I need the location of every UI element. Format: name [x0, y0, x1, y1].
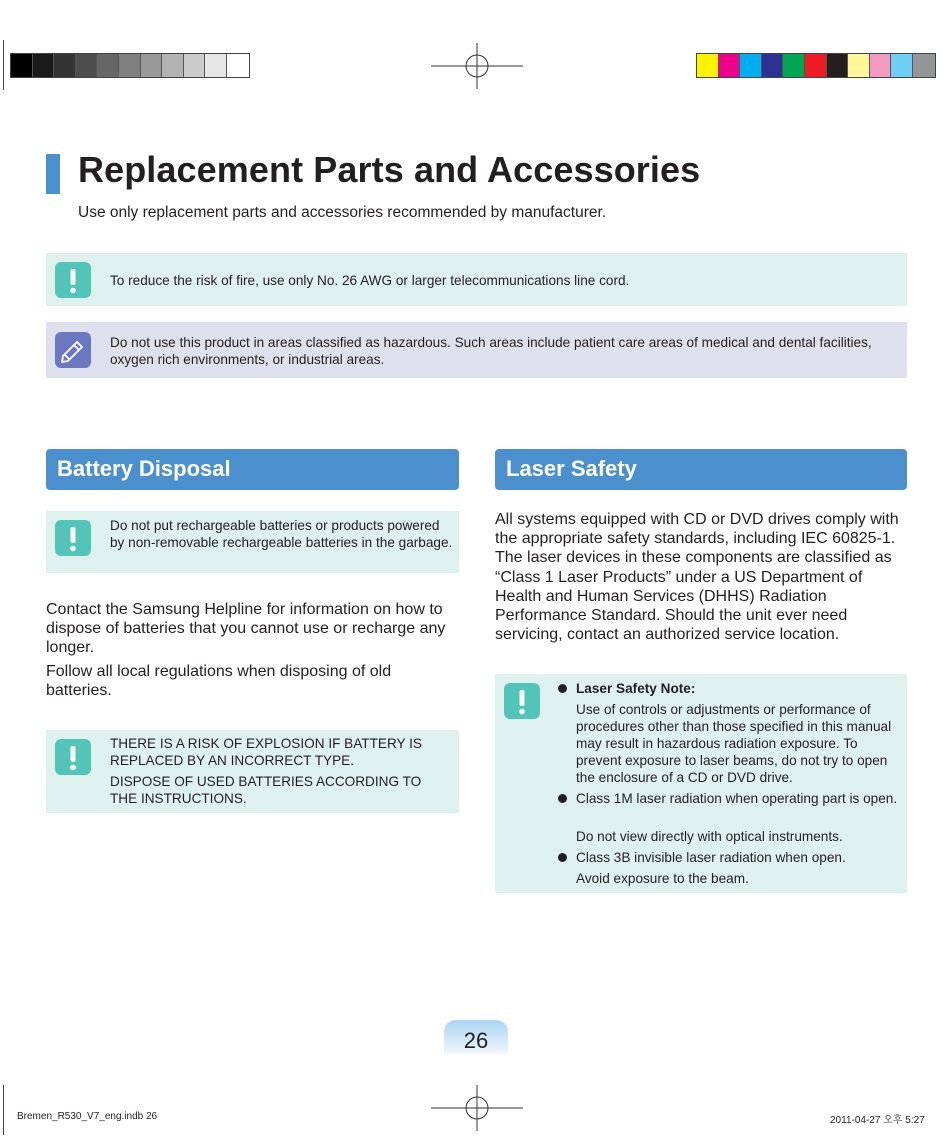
class-3b-text: Class 3B invisible laser radiation when open.: [576, 850, 846, 865]
page-subtitle: Use only replacement parts and accessories recommended by manufacturer.: [78, 204, 607, 221]
color-patch-10: [891, 54, 913, 77]
gray-patch-9: [184, 54, 206, 77]
color-patch-7: [827, 54, 849, 77]
gray-patch-4: [76, 54, 98, 77]
color-patch-2: [719, 54, 741, 77]
crop-mark-bottom-left: [3, 1085, 4, 1135]
battery-caution-text: Do not put rechargeable batteries or products powered by non-removable rechargeable batteries in the garbage.: [110, 518, 453, 550]
registration-mark-top: [431, 43, 523, 89]
color-patch-4: [762, 54, 784, 77]
laser-note-body: Use of controls or adjustments or performance of procedures other than those specified in this manual may result in hazardous radiation exposure. To prevent exposure to laser beams, do not try to open the enclosure of a CD or DVD drive.: [576, 702, 892, 785]
battery-regulations-paragraph: Follow all local regulations when disposing of old batteries.: [46, 663, 392, 700]
disposal-instructions-text: DISPOSE OF USED BATTERIES ACCORDING TO THE INSTRUCTIONS.: [110, 774, 422, 806]
color-patch-3: [740, 54, 762, 77]
bullet-icon: [558, 853, 567, 862]
exclamation-icon: [55, 520, 91, 556]
class-1m-text: Class 1M laser radiation when operating part is open.: [576, 791, 898, 806]
class-3b-bullet: [558, 849, 898, 867]
battery-caution-box: [46, 511, 459, 573]
class-3b-subtext: Avoid exposure to the beam.: [576, 871, 749, 886]
battery-explosion-warning-box: [46, 730, 459, 813]
fire-warning-box: [46, 253, 907, 306]
explosion-warning-text: THERE IS A RISK OF EXPLOSION IF BATTERY IS REPLACED BY AN INCORRECT TYPE.: [110, 736, 422, 768]
gray-patch-5: [97, 54, 119, 77]
page-title: Replacement Parts and Accessories: [78, 149, 701, 190]
grayscale-calibration-bar: [10, 53, 250, 78]
crop-mark-top-left: [3, 40, 4, 90]
laser-note-title: Laser Safety Note:: [576, 681, 696, 696]
laser-note-bullet: [558, 680, 898, 698]
gray-patch-3: [54, 54, 76, 77]
color-patch-8: [848, 54, 870, 77]
battery-disposal-heading: Battery Disposal: [46, 449, 459, 490]
hazardous-areas-text: Do not use this product in areas classified as hazardous. Such areas include patient care areas of medical and dental facilities, oxygen rich environments, or industrial areas.: [110, 335, 872, 367]
color-patch-9: [870, 54, 892, 77]
exclamation-icon: [55, 262, 91, 298]
laser-safety-paragraph: All systems equipped with CD or DVD drives comply with the appropriate safety standards, including IEC 60825-1. The laser devices in these components are classified as “Class 1 Laser Products” under a US Department of Health and Human Services (DHHS) Radiation Performance Standard. Should the unit ever need servicing, contact an authorized service location.: [495, 511, 899, 644]
color-patch-11: [913, 54, 935, 77]
footer-file-name: Bremen_R530_V7_eng.indb 26: [17, 1111, 158, 1122]
gray-patch-6: [119, 54, 141, 77]
gray-patch-10: [205, 54, 227, 77]
exclamation-icon: [504, 683, 540, 719]
bullet-icon: [558, 684, 567, 693]
exclamation-icon: [55, 739, 91, 775]
gray-patch-11: [227, 54, 249, 77]
pencil-icon: [55, 332, 91, 368]
battery-helpline-paragraph: Contact the Samsung Helpline for information on how to dispose of batteries that you cannot use or recharge any longer.: [46, 601, 446, 657]
registration-mark-bottom: [431, 1085, 523, 1131]
color-calibration-bar: [696, 53, 936, 78]
color-patch-6: [805, 54, 827, 77]
gray-patch-1: [11, 54, 33, 77]
title-accent-bar: [46, 154, 60, 194]
bullet-icon: [558, 794, 567, 803]
class-1m-bullet: [558, 790, 898, 826]
hazardous-areas-box: [46, 322, 907, 378]
footer-print-date: 2011-04-27 오후 5:27: [830, 1115, 925, 1126]
color-patch-1: [697, 54, 719, 77]
gray-patch-2: [33, 54, 55, 77]
gray-patch-7: [141, 54, 163, 77]
color-patch-5: [783, 54, 805, 77]
laser-safety-heading: Laser Safety: [495, 449, 907, 490]
fire-warning-text: To reduce the risk of fire, use only No. 26 AWG or larger telecommunications line cord.: [110, 273, 630, 288]
gray-patch-8: [162, 54, 184, 77]
class-1m-subtext: Do not view directly with optical instruments.: [576, 829, 843, 844]
page-number: 26: [463, 1028, 489, 1053]
